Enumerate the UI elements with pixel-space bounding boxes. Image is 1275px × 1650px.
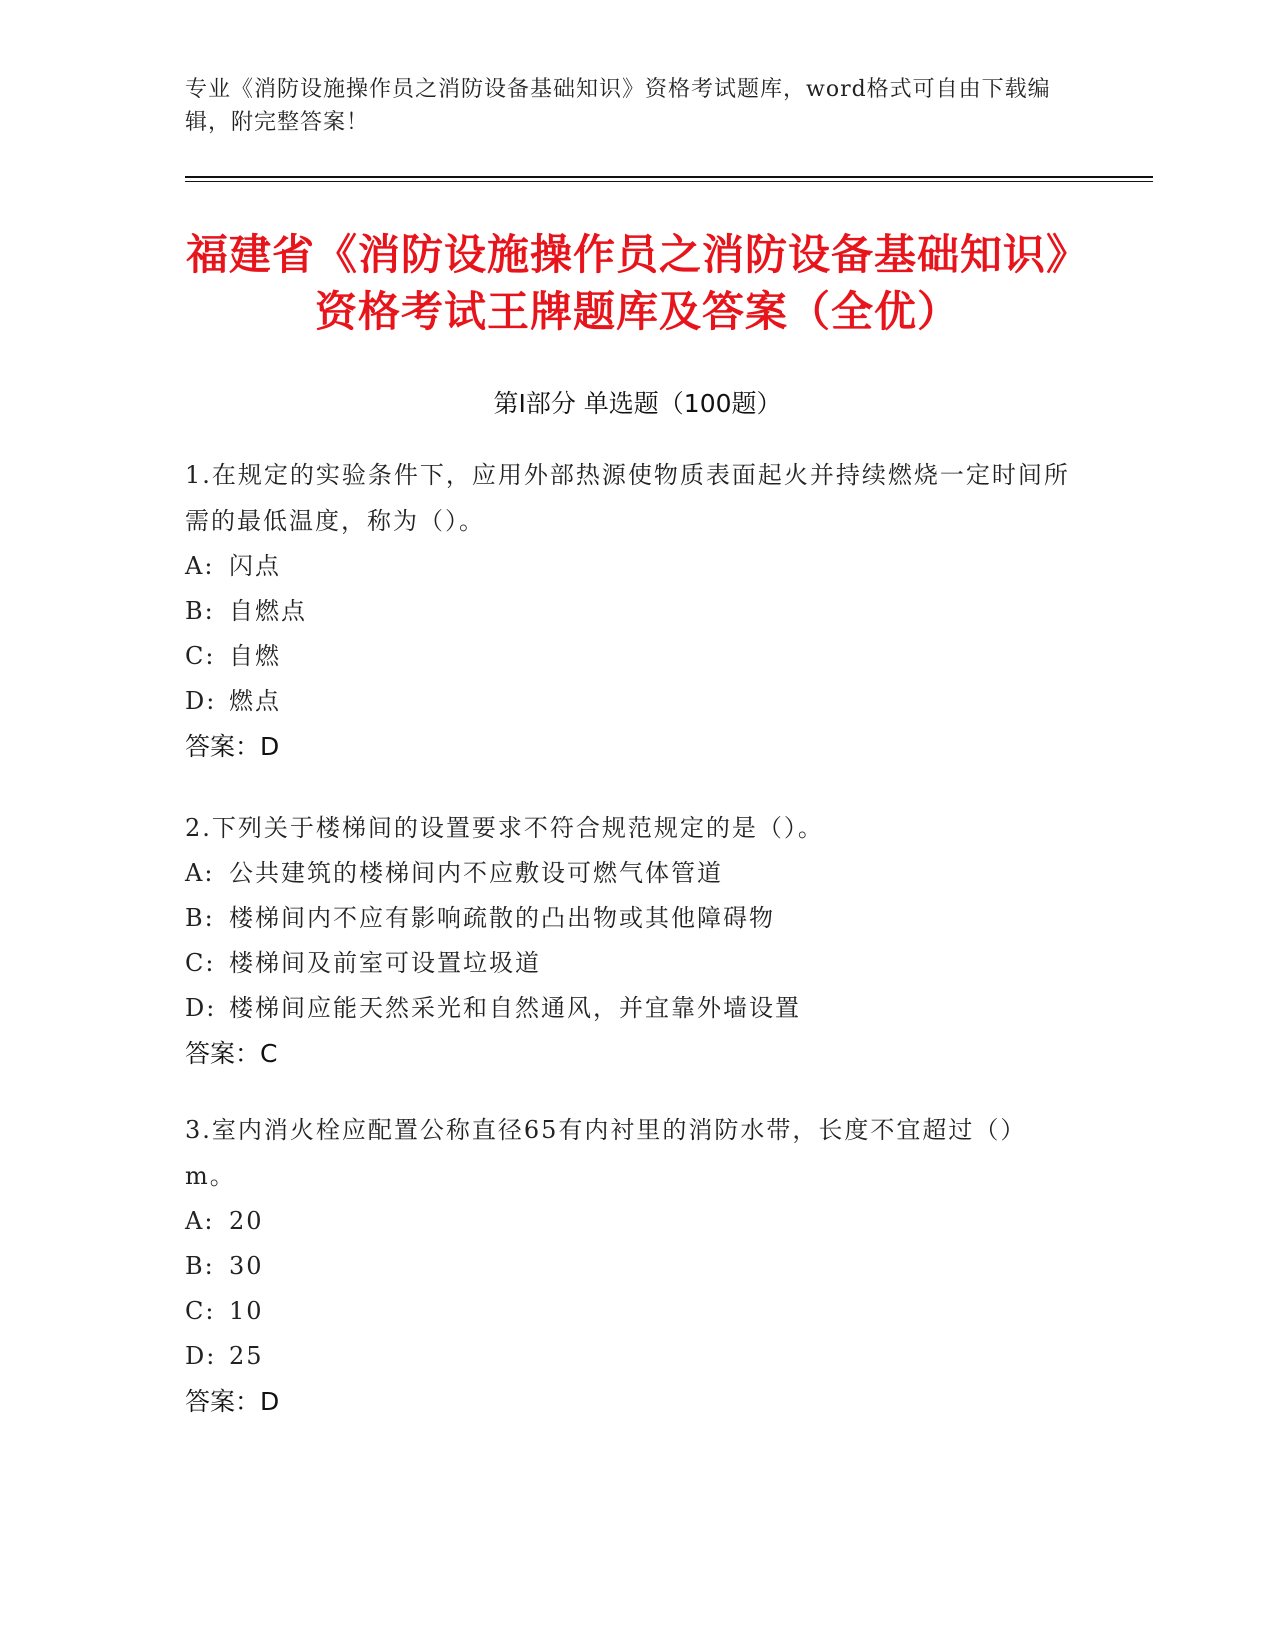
option-b xyxy=(185,1244,1075,1289)
option-d xyxy=(185,1334,1075,1379)
option-text: 楼梯间内不应有影响疏散的凸出物或其他障碍物 xyxy=(229,904,775,932)
option-key: B: xyxy=(185,1252,215,1280)
header-divider-thick xyxy=(185,176,1153,178)
option-text: 楼梯间及前室可设置垃圾道 xyxy=(229,949,541,977)
option-key: A: xyxy=(185,552,215,580)
option-key: D: xyxy=(185,1342,217,1370)
option-text: 自燃点 xyxy=(229,597,307,625)
option-c xyxy=(185,1289,1075,1334)
option-text: 30 xyxy=(229,1252,264,1280)
option-d xyxy=(185,986,1075,1031)
option-d xyxy=(185,679,1075,724)
option-key: A: xyxy=(185,1207,215,1235)
option-b xyxy=(185,896,1075,941)
option-text: 闪点 xyxy=(229,552,281,580)
option-key: D: xyxy=(185,687,217,715)
option-a xyxy=(185,1199,1075,1244)
option-text: 燃点 xyxy=(229,687,281,715)
option-text: 20 xyxy=(229,1207,264,1235)
header-divider-thin xyxy=(185,181,1153,182)
option-key: D: xyxy=(185,994,217,1022)
question-2 xyxy=(185,805,1075,1076)
option-text: 楼梯间应能天然采光和自然通风，并宜靠外墙设置 xyxy=(229,994,801,1022)
question-stem: 1.在规定的实验条件下，应用外部热源使物质表面起火并持续燃烧一定时间所需的最低温度，称为（）。 xyxy=(185,461,1070,535)
option-a xyxy=(185,851,1075,896)
option-key: A: xyxy=(185,859,215,887)
option-b xyxy=(185,589,1075,634)
option-c xyxy=(185,941,1075,986)
option-text: 自燃 xyxy=(229,642,281,670)
option-key: B: xyxy=(185,904,215,932)
question-stem: 3.室内消火栓应配置公称直径65有内衬里的消防水带，长度不宜超过（）m。 xyxy=(185,1116,1027,1190)
option-c xyxy=(185,634,1075,679)
option-key: C: xyxy=(185,642,216,670)
option-a xyxy=(185,544,1075,589)
question-3 xyxy=(185,1107,1075,1424)
option-key: C: xyxy=(185,949,216,977)
option-text: 10 xyxy=(229,1297,264,1325)
answer: 答案：D xyxy=(185,732,280,761)
header-note: 专业《消防设施操作员之消防设备基础知识》资格考试题库，word格式可自由下载编辑，附完整答案！ xyxy=(185,77,1051,135)
answer: 答案：C xyxy=(185,1039,278,1068)
question-stem: 2.下列关于楼梯间的设置要求不符合规范规定的是（）。 xyxy=(185,814,824,842)
section-title: 第Ⅰ部分 单选题（100题） xyxy=(493,389,782,418)
option-key: C: xyxy=(185,1297,216,1325)
document-title: 福建省《消防设施操作员之消防设备基础知识》资格考试王牌题库及答案（全优） xyxy=(185,230,1089,336)
answer: 答案：D xyxy=(185,1387,280,1416)
option-text: 公共建筑的楼梯间内不应敷设可燃气体管道 xyxy=(229,859,723,887)
question-1 xyxy=(185,452,1075,769)
option-key: B: xyxy=(185,597,215,625)
option-text: 25 xyxy=(229,1342,264,1370)
